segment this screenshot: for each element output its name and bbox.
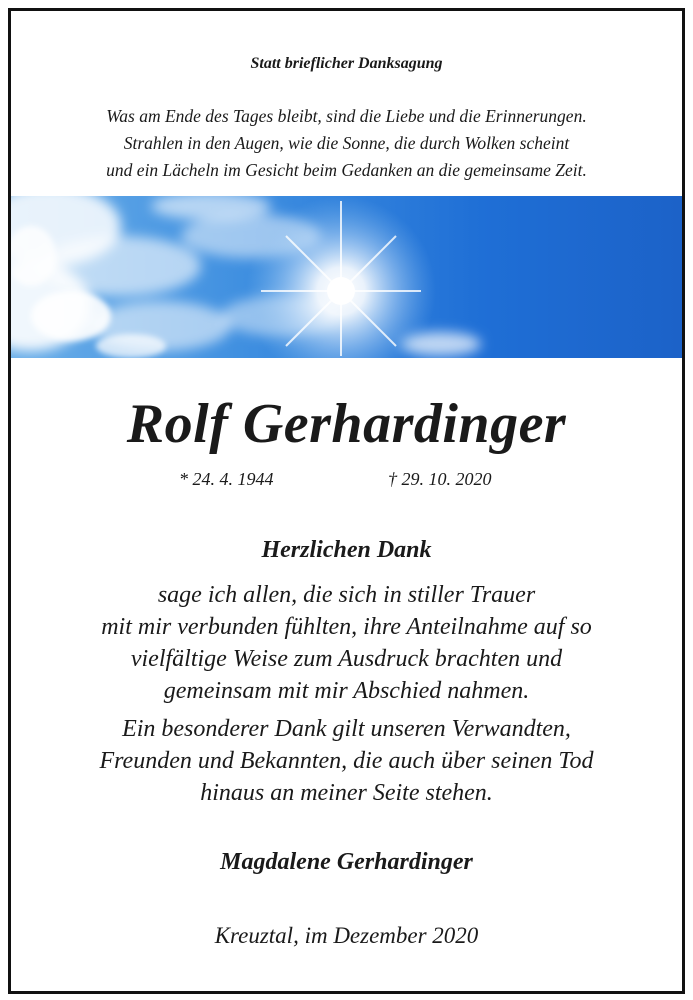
thanks-text [11, 579, 682, 707]
sky-sun-image [11, 196, 682, 358]
death-date: † 29. 10. 2020 [388, 469, 492, 489]
place-and-date: Kreuztal, im Dezember 2020 [214, 923, 479, 948]
thanks-line: hinaus an meiner Seite stehen. [200, 780, 493, 806]
quote-line: und ein Lächeln im Gesicht beim Gedanken an die gemeinsame Zeit. [106, 160, 587, 180]
quote-line: Strahlen in den Augen, wie die Sonne, die durch Wolken scheint [123, 133, 570, 153]
thanks-heading: Herzlichen Dank [261, 537, 432, 563]
deceased-name: Rolf Gerhardinger [126, 393, 567, 455]
memorial-quote [11, 103, 682, 184]
thanks-line: mit mir verbunden fühlten, ihre Anteilnahme auf so [101, 614, 592, 640]
special-thanks-text [11, 713, 682, 809]
notice-heading: Statt brieflicher Danksagung [250, 55, 443, 72]
thanks-line: gemeinsam mit mir Abschied nahmen. [163, 678, 530, 704]
signature-name: Magdalene Gerhardinger [220, 849, 473, 875]
thanks-line: Freunden und Bekannten, die auch über seinen Tod [99, 748, 594, 774]
obituary-notice [8, 8, 685, 994]
thanks-line: vielfältige Weise zum Ausdruck brachten und [130, 646, 563, 672]
thanks-line: sage ich allen, die sich in stiller Trauer [157, 582, 536, 608]
quote-line: Was am Ende des Tages bleibt, sind die Liebe und die Erinnerungen. [106, 106, 587, 126]
birth-date: * 24. 4. 1944 [179, 469, 274, 489]
thanks-line: Ein besonderer Dank gilt unseren Verwandten, [122, 716, 571, 742]
